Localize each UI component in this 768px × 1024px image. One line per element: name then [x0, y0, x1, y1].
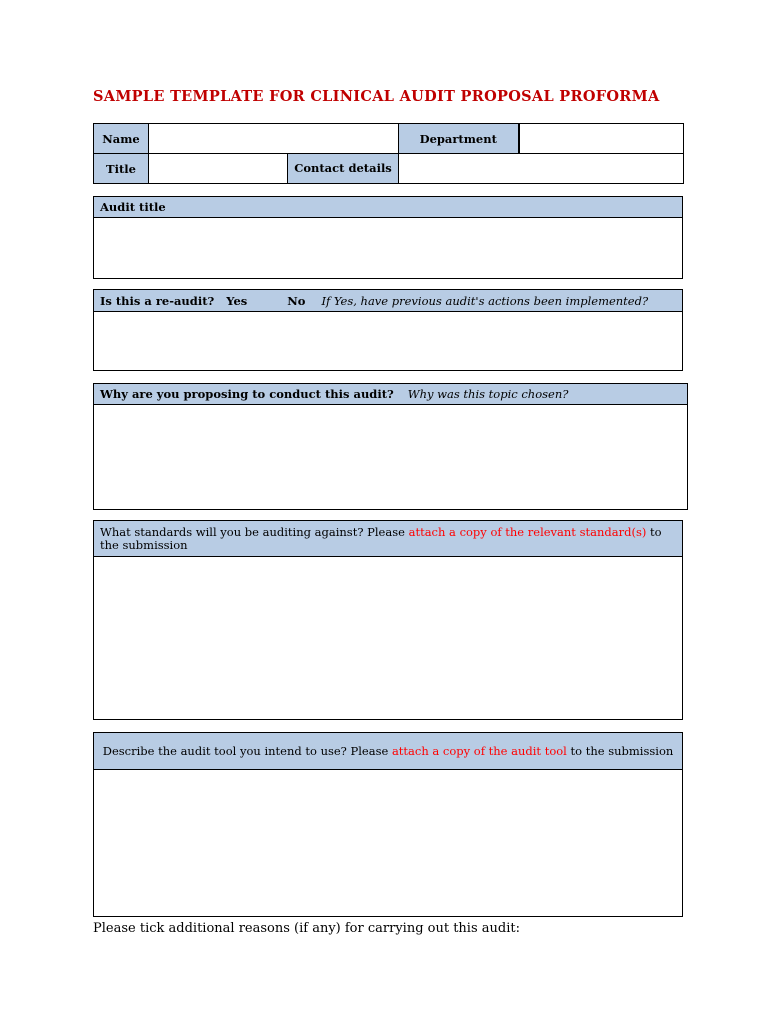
audit-tool-header	[94, 733, 682, 770]
why-header	[94, 384, 687, 405]
re-audit-yes-option[interactable]: Yes	[226, 293, 248, 308]
re-audit-question: Is this a re-audit?	[100, 293, 215, 308]
standards-attach-note: attach a copy of the relevant standard(s)	[408, 524, 647, 539]
department-label: Department	[399, 124, 519, 154]
contact-details-field[interactable]	[399, 154, 684, 184]
contact-info-table	[93, 123, 684, 184]
title-field[interactable]	[149, 154, 288, 184]
re-audit-field[interactable]	[94, 312, 682, 370]
standards-text-end: to the submission	[100, 524, 662, 552]
audit-tool-text: Describe the audit tool you intend to use? Please	[102, 743, 392, 758]
standards-header	[94, 521, 682, 557]
page-title: SAMPLE TEMPLATE FOR CLINICAL AUDIT PROPOSAL PROFORMA	[93, 88, 660, 105]
standards-text: What standards will you be auditing against? Please	[100, 524, 409, 539]
why-hint: Why was this topic chosen?	[407, 387, 569, 401]
standards-section	[93, 520, 683, 720]
name-label: Name	[94, 124, 149, 154]
why-field[interactable]	[94, 405, 687, 509]
name-field[interactable]	[149, 124, 399, 154]
re-audit-followup: If Yes, have previous audit's actions been implemented?	[321, 293, 649, 308]
contact-details-label: Contact details	[288, 154, 399, 184]
additional-reasons-prompt: Please tick additional reasons (if any) for carrying out this audit:	[93, 921, 520, 936]
audit-title-field[interactable]	[94, 218, 682, 278]
why-section	[93, 383, 688, 510]
re-audit-section	[93, 289, 683, 371]
audit-tool-text-end: to the submission	[566, 743, 674, 758]
audit-title-header	[94, 197, 682, 218]
title-label: Title	[94, 154, 149, 184]
re-audit-header	[94, 290, 682, 312]
audit-title-section	[93, 196, 683, 279]
audit-title-label: Audit title	[100, 200, 166, 214]
re-audit-no-option[interactable]: No	[287, 293, 306, 308]
audit-tool-field[interactable]	[94, 770, 682, 916]
audit-tool-section	[93, 732, 683, 917]
standards-field[interactable]	[94, 557, 682, 719]
audit-tool-attach-note: attach a copy of the audit tool	[391, 743, 567, 758]
department-field[interactable]	[519, 124, 684, 154]
why-question: Why are you proposing to conduct this audit?	[100, 387, 394, 401]
